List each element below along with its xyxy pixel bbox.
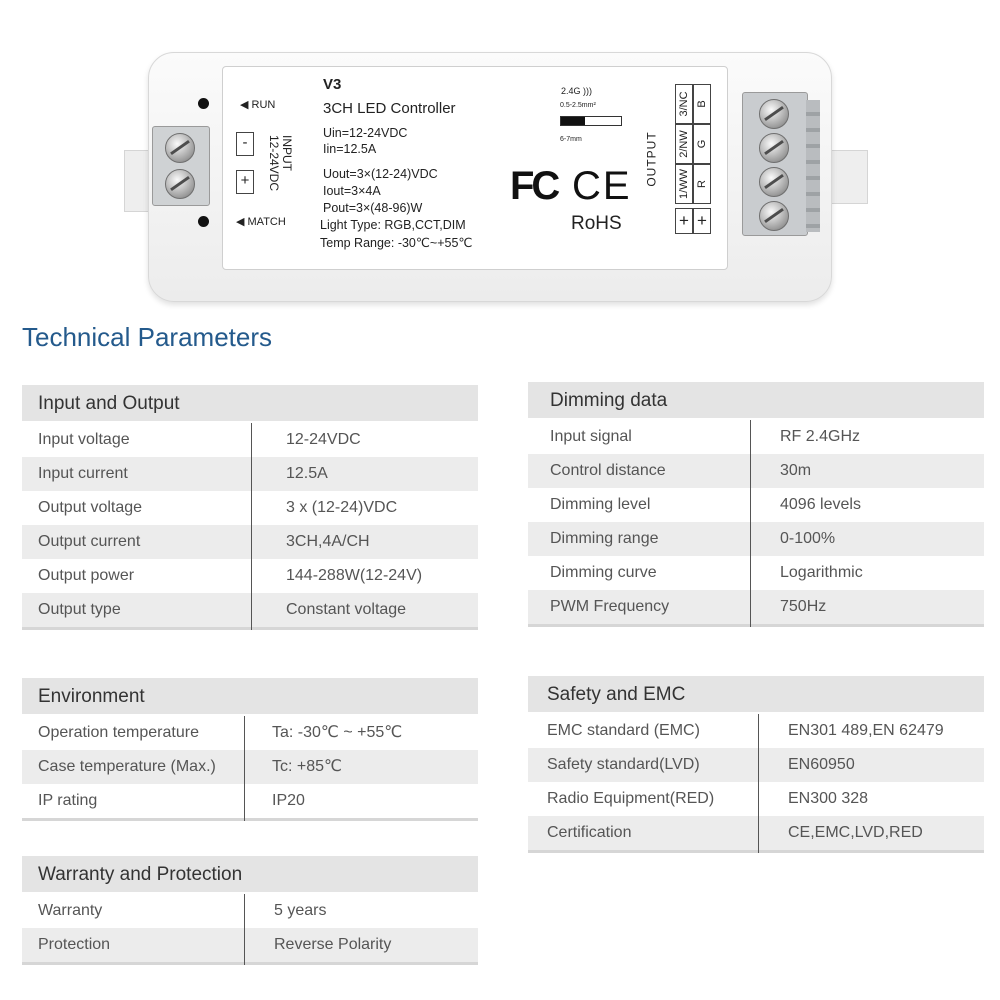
pin-1-ww: 1/WW xyxy=(675,164,693,204)
column-divider xyxy=(750,420,751,627)
spec-pout: Pout=3×(48-96)W xyxy=(323,201,423,215)
input-plus-mark: + xyxy=(236,170,254,194)
table-row: Output voltage 3 x (12-24)VDC xyxy=(38,499,398,516)
spec-uin: Uin=12-24VDC xyxy=(323,126,408,140)
channel-b: B xyxy=(693,84,711,124)
table-row: IP rating IP20 xyxy=(38,792,305,809)
rohs-logo: RoHS xyxy=(571,213,622,234)
spec-uout: Uout=3×(12-24)VDC xyxy=(323,167,438,181)
table-row: Certification CE,EMC,LVD,RED xyxy=(528,816,984,850)
table-row: Dimming curve Logarithmic xyxy=(550,564,863,581)
table-safety-emc xyxy=(528,676,984,853)
table-row: Safety standard(LVD) EN60950 xyxy=(528,748,984,782)
screw-icon xyxy=(759,167,789,197)
table-bottom-rule xyxy=(22,818,478,821)
table-title: Input and Output xyxy=(22,385,478,423)
table-bottom-rule xyxy=(22,627,478,630)
table-bottom-rule xyxy=(528,624,984,627)
column-divider xyxy=(244,894,245,965)
column-divider xyxy=(758,714,759,853)
table-row: EMC standard (EMC) EN301 489,EN 62479 xyxy=(547,722,944,739)
channel-r: R xyxy=(693,164,711,204)
table-row: Operation temperature Ta: -30℃ ~ +55℃ xyxy=(38,724,403,741)
spec-iout: Iout=3×4A xyxy=(323,184,381,198)
output-pin-grid xyxy=(675,84,715,240)
table-row: Radio Equipment(RED) EN300 328 xyxy=(547,790,869,807)
wire-strip-icon xyxy=(560,116,622,126)
output-plus-mark: + xyxy=(675,208,693,234)
channel-g: G xyxy=(693,124,711,164)
spec-light-type: Light Type: RGB,CCT,DIM xyxy=(320,218,466,232)
run-indicator-label: ◀ RUN xyxy=(240,99,276,111)
table-row: Input current 12.5A xyxy=(22,457,478,491)
table-bottom-rule xyxy=(528,850,984,853)
input-terminal-block xyxy=(152,126,210,206)
input-label: INPUT 12-24VDC xyxy=(267,134,295,192)
match-indicator-label: ◀ MATCH xyxy=(236,216,286,228)
table-row: Input voltage 12-24VDC xyxy=(38,431,361,448)
spec-iin: Iin=12.5A xyxy=(323,142,377,156)
fc-logo: FC xyxy=(510,164,558,208)
table-bottom-rule xyxy=(22,962,478,965)
table-title: Environment xyxy=(22,678,478,716)
screw-icon xyxy=(759,99,789,129)
table-row: Control distance 30m xyxy=(528,454,984,488)
table-dimming xyxy=(528,382,984,627)
table-input-output xyxy=(22,385,478,630)
input-minus-mark: - xyxy=(236,132,254,156)
page-title: Technical Parameters xyxy=(22,322,272,352)
table-row: PWM Frequency 750Hz xyxy=(528,590,984,624)
table-row: Output power 144-288W(12-24V) xyxy=(38,567,423,584)
output-terminal-block xyxy=(742,92,808,236)
table-row: Dimming level 4096 levels xyxy=(550,496,861,513)
table-row: Input signal RF 2.4GHz xyxy=(550,428,861,445)
output-label: OUTPUT xyxy=(644,131,659,187)
table-row: Protection Reverse Polarity xyxy=(22,928,478,962)
screw-icon xyxy=(165,169,195,199)
rf-label: 2.4G ))) xyxy=(561,86,593,96)
spec-temp-range: Temp Range: -30℃~+55℃ xyxy=(320,236,473,250)
table-environment xyxy=(22,678,478,821)
terminal-fins xyxy=(806,100,820,232)
product-illustration xyxy=(0,0,1000,310)
table-row: Output current 3CH,4A/CH xyxy=(22,525,478,559)
table-row: Output type Constant voltage xyxy=(22,593,478,627)
table-title: Safety and EMC xyxy=(528,676,984,714)
screw-icon xyxy=(165,133,195,163)
table-title: Warranty and Protection xyxy=(22,856,478,894)
ce-logo: CE xyxy=(572,164,632,208)
table-warranty xyxy=(22,856,478,965)
table-title: Dimming data xyxy=(528,382,984,420)
wireless-icon: ))) xyxy=(583,86,593,96)
output-plus-mark: + xyxy=(693,208,711,234)
table-row: Case temperature (Max.) Tc: +85℃ xyxy=(22,750,478,784)
screw-icon xyxy=(759,201,789,231)
match-button-icon xyxy=(198,216,209,227)
screw-icon xyxy=(759,133,789,163)
wire-spec: 0.5-2.5mm² xyxy=(560,102,596,109)
model-number: V3 xyxy=(323,76,342,93)
column-divider xyxy=(251,423,252,630)
column-divider xyxy=(244,716,245,821)
table-row: Dimming range 0-100% xyxy=(528,522,984,556)
table-row: Warranty 5 years xyxy=(38,902,327,919)
pin-2-nw: 2/NW xyxy=(675,124,693,164)
model-title: 3CH LED Controller xyxy=(323,100,456,117)
pin-3-nc: 3/NC xyxy=(675,84,693,124)
wire-strip-length: 6-7mm xyxy=(560,136,582,143)
run-led-icon xyxy=(198,98,209,109)
